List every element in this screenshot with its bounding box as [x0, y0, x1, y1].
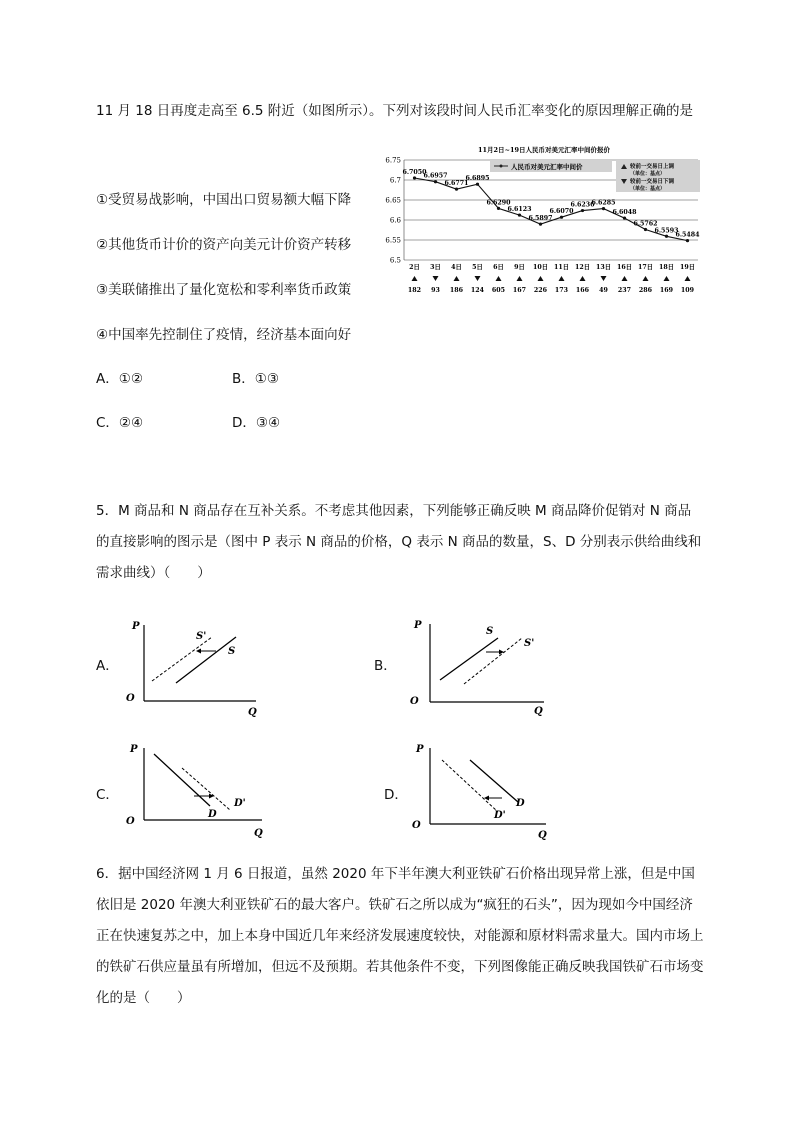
chart-point [686, 239, 689, 242]
chart-point [413, 176, 416, 179]
chart-y-tick-label: 6.75 [385, 156, 401, 165]
q4-option-b: B．①③ [232, 371, 279, 387]
q5-text: 5．M 商品和 N 商品存在互补关系。不考虑其他因素，下列能够正确反映 M 商品降价促销对 N 商品的直接影响的图示是（图中 P 表示 N 商品的价格，Q 表示 N 商品的数量，S、D 分别表示供给曲线和需求曲线）（ ） [96, 503, 702, 581]
graph-c-demand-d [154, 754, 210, 806]
chart-data-label: 6.6290 [486, 199, 511, 207]
chart-data-label: 6.6957 [423, 172, 448, 180]
chart-change-label: 169 [659, 287, 674, 294]
chart-down-triangle-icon [433, 276, 439, 281]
chart-data-label: 6.6070 [549, 208, 574, 216]
chart-change-label: 93 [431, 287, 440, 294]
graph-b-o-label: O [410, 696, 419, 707]
chart-change-label: 124 [470, 287, 485, 294]
chart-point [539, 223, 542, 226]
q4-item-1: ①受贸易战影响，中国出口贸易额大幅下降 [96, 192, 352, 208]
chart-up-triangle-icon [454, 276, 460, 281]
chart-x-tick-label: 19日 [679, 264, 696, 271]
graph-b-arrowhead-icon [499, 650, 504, 655]
chart-data-label: 6.5762 [633, 220, 658, 228]
chart-up-triangle-icon [496, 276, 502, 281]
q4-item-2: ②其他货币计价的资产向美元计价资产转移 [96, 237, 352, 253]
chart-legend-series: 人民币对美元汇率中间价 [511, 163, 583, 171]
chart-up-triangle-icon [664, 276, 670, 281]
graph-d-p-label: P [416, 744, 424, 755]
chart-x-tick-label: 13日 [595, 264, 612, 271]
chart-point [518, 213, 521, 216]
q5-graph-c [124, 738, 274, 842]
graph-a-p-label: P [132, 621, 140, 632]
chart-y-tick-label: 6.5 [389, 256, 401, 265]
chart-y-tick-label: 6.6 [389, 216, 401, 225]
chart-down-triangle-icon [475, 276, 481, 281]
chart-change-label: 186 [449, 287, 464, 294]
chart-point [476, 183, 479, 186]
chart-data-label: 6.6895 [465, 175, 490, 183]
graph-d-o-label: O [412, 820, 421, 831]
chart-up-triangle-icon [643, 276, 649, 281]
graph-a-q-label: Q [248, 707, 257, 717]
graph-a-arrowhead-icon [196, 649, 201, 654]
chart-point [434, 180, 437, 183]
chart-up-triangle-icon [538, 276, 544, 281]
chart-data-label: 6.7050 [402, 169, 427, 176]
graph-b-s2-label: S' [524, 638, 535, 649]
chart-data-label: 6.5897 [528, 215, 553, 223]
chart-up-triangle-icon [622, 276, 628, 281]
chart-change-label: 49 [599, 287, 608, 294]
chart-data-label: 6.6771 [444, 180, 469, 188]
chart-x-tick-label: 6日 [493, 264, 504, 271]
graph-d-q-label: Q [538, 830, 547, 841]
chart-x-tick-label: 17日 [637, 264, 654, 271]
graph-a-supply-s2 [152, 637, 212, 681]
chart-title: 11月2日~19日人民币对美元汇率中间价报价 [477, 146, 611, 154]
chart-x-tick-label: 10日 [532, 264, 549, 271]
chart-legend-down: 较前一交易日下调 [630, 179, 675, 185]
chart-up-triangle-icon [685, 276, 691, 281]
graph-b-supply-s [440, 638, 498, 680]
chart-x-tick-label: 16日 [616, 264, 633, 271]
graph-d-arrowhead-icon [484, 796, 489, 801]
q4-option-d: D．③④ [232, 415, 281, 431]
chart-change-label: 166 [575, 287, 590, 294]
graph-a-s2-label: S' [196, 631, 207, 642]
q6-text: 6．据中国经济网 1 月 6 日报道，虽然 2020 年下半年澳大利亚铁矿石价格出现异常上涨，但是中国依旧是 2020 年澳大利亚铁矿石的最大客户。铁矿石之所以成为“疯狂的石头”，因为现如今中国经济正在快速复苏之中，加上本身中国近几年来经济发展速度较快，对能源和原材料需求量大。国内市场上的铁矿石供应量虽有所增加，但远不及预期。若其他条件不变，下列图像能正确反映我国铁矿石市场变化的是（ ） [96, 866, 704, 1006]
chart-point [497, 207, 500, 210]
q5-graph-d [408, 736, 558, 842]
graph-a-o-label: O [126, 693, 135, 704]
q5-option-d-label: D． [384, 787, 408, 803]
graph-c-arrowhead-icon [209, 794, 214, 799]
chart-x-tick-label: 3日 [430, 264, 441, 271]
q4-item-3: ③美联储推出了量化宽松和零利率货币政策 [96, 282, 352, 298]
chart-point [665, 235, 668, 238]
graph-b-q-label: Q [534, 706, 543, 717]
q5-graph-b [402, 614, 552, 718]
graph-b-p-label: P [414, 620, 422, 631]
chart-up-triangle-icon [517, 276, 523, 281]
graph-d-demand-d2 [442, 760, 498, 812]
chart-up-triangle-icon [412, 276, 418, 281]
q4-option-c: C．②④ [96, 415, 144, 431]
chart-point [581, 209, 584, 212]
q5-option-b-label: B． [374, 658, 397, 674]
chart-y-tick-label: 6.7 [389, 176, 401, 185]
chart-change-label: 226 [533, 287, 548, 294]
chart-point [455, 188, 458, 191]
graph-d-demand-d [470, 760, 518, 802]
chart-point [644, 228, 647, 231]
chart-data-label: 6.6236 [570, 201, 595, 209]
chart-y-tick-label: 6.55 [385, 236, 401, 245]
chart-up-triangle-icon [559, 276, 565, 281]
chart-point [623, 216, 626, 219]
chart-data-label: 6.5484 [675, 231, 700, 239]
q4-item-4: ④中国率先控制住了疫情，经济基本面向好 [96, 327, 352, 343]
graph-b-s-label: S [486, 626, 494, 637]
chart-x-tick-label: 12日 [574, 264, 591, 271]
chart-x-tick-label: 11日 [553, 264, 570, 271]
chart-change-label: 173 [554, 287, 569, 294]
graph-c-d-label: D [208, 809, 217, 820]
chart-legend-up-unit: （单位：基点） [630, 171, 666, 177]
chart-change-label: 109 [680, 287, 695, 294]
exchange-rate-chart [374, 142, 702, 298]
chart-data-label: 6.6123 [507, 206, 532, 214]
chart-change-label: 182 [407, 287, 422, 294]
chart-x-tick-label: 2日 [409, 264, 420, 271]
chart-legend-down-unit: （单位：基点） [630, 186, 666, 192]
q4-intro: 11 月 18 日再度走高至 6.5 附近（如图所示）。下列对该段时间人民币汇率变化的原因理解正确的是 [96, 103, 694, 119]
graph-c-q-label: Q [254, 828, 263, 839]
graph-c-d2-label: D' [234, 798, 246, 809]
q5-option-a-label: A． [96, 658, 119, 674]
graph-d-d2-label: D' [494, 810, 506, 821]
chart-data-label: 6.6048 [612, 209, 637, 217]
chart-change-label: 167 [512, 287, 527, 294]
chart-x-tick-label: 9日 [514, 264, 525, 271]
graph-a-supply-s [176, 637, 236, 683]
chart-legend-up: 较前一交易日上调 [630, 164, 675, 170]
chart-point [560, 216, 563, 219]
chart-point [602, 207, 605, 210]
chart-x-tick-label: 5日 [472, 264, 483, 271]
chart-y-tick-label: 6.65 [385, 196, 401, 205]
chart-data-label: 6.6285 [591, 199, 616, 207]
chart-change-label: 605 [491, 287, 506, 294]
q5-graph-a [124, 617, 264, 717]
q4-option-a: A．①② [96, 371, 143, 387]
chart-up-triangle-icon [580, 276, 586, 281]
chart-down-triangle-icon [601, 276, 607, 281]
chart-change-label: 286 [638, 287, 653, 294]
graph-d-d-label: D [516, 798, 525, 809]
chart-data-label: 6.5593 [654, 227, 679, 235]
chart-x-tick-label: 4日 [451, 264, 462, 271]
chart-x-tick-label: 18日 [658, 264, 675, 271]
legend-marker-icon [500, 165, 503, 168]
graph-b-supply-s2 [464, 638, 522, 684]
graph-c-o-label: O [126, 816, 135, 827]
graph-a-s-label: S [228, 646, 236, 657]
q5-option-c-label: C． [96, 787, 119, 803]
chart-change-label: 237 [617, 287, 632, 294]
graph-c-p-label: P [130, 744, 138, 755]
graph-c-demand-d2 [182, 768, 230, 810]
